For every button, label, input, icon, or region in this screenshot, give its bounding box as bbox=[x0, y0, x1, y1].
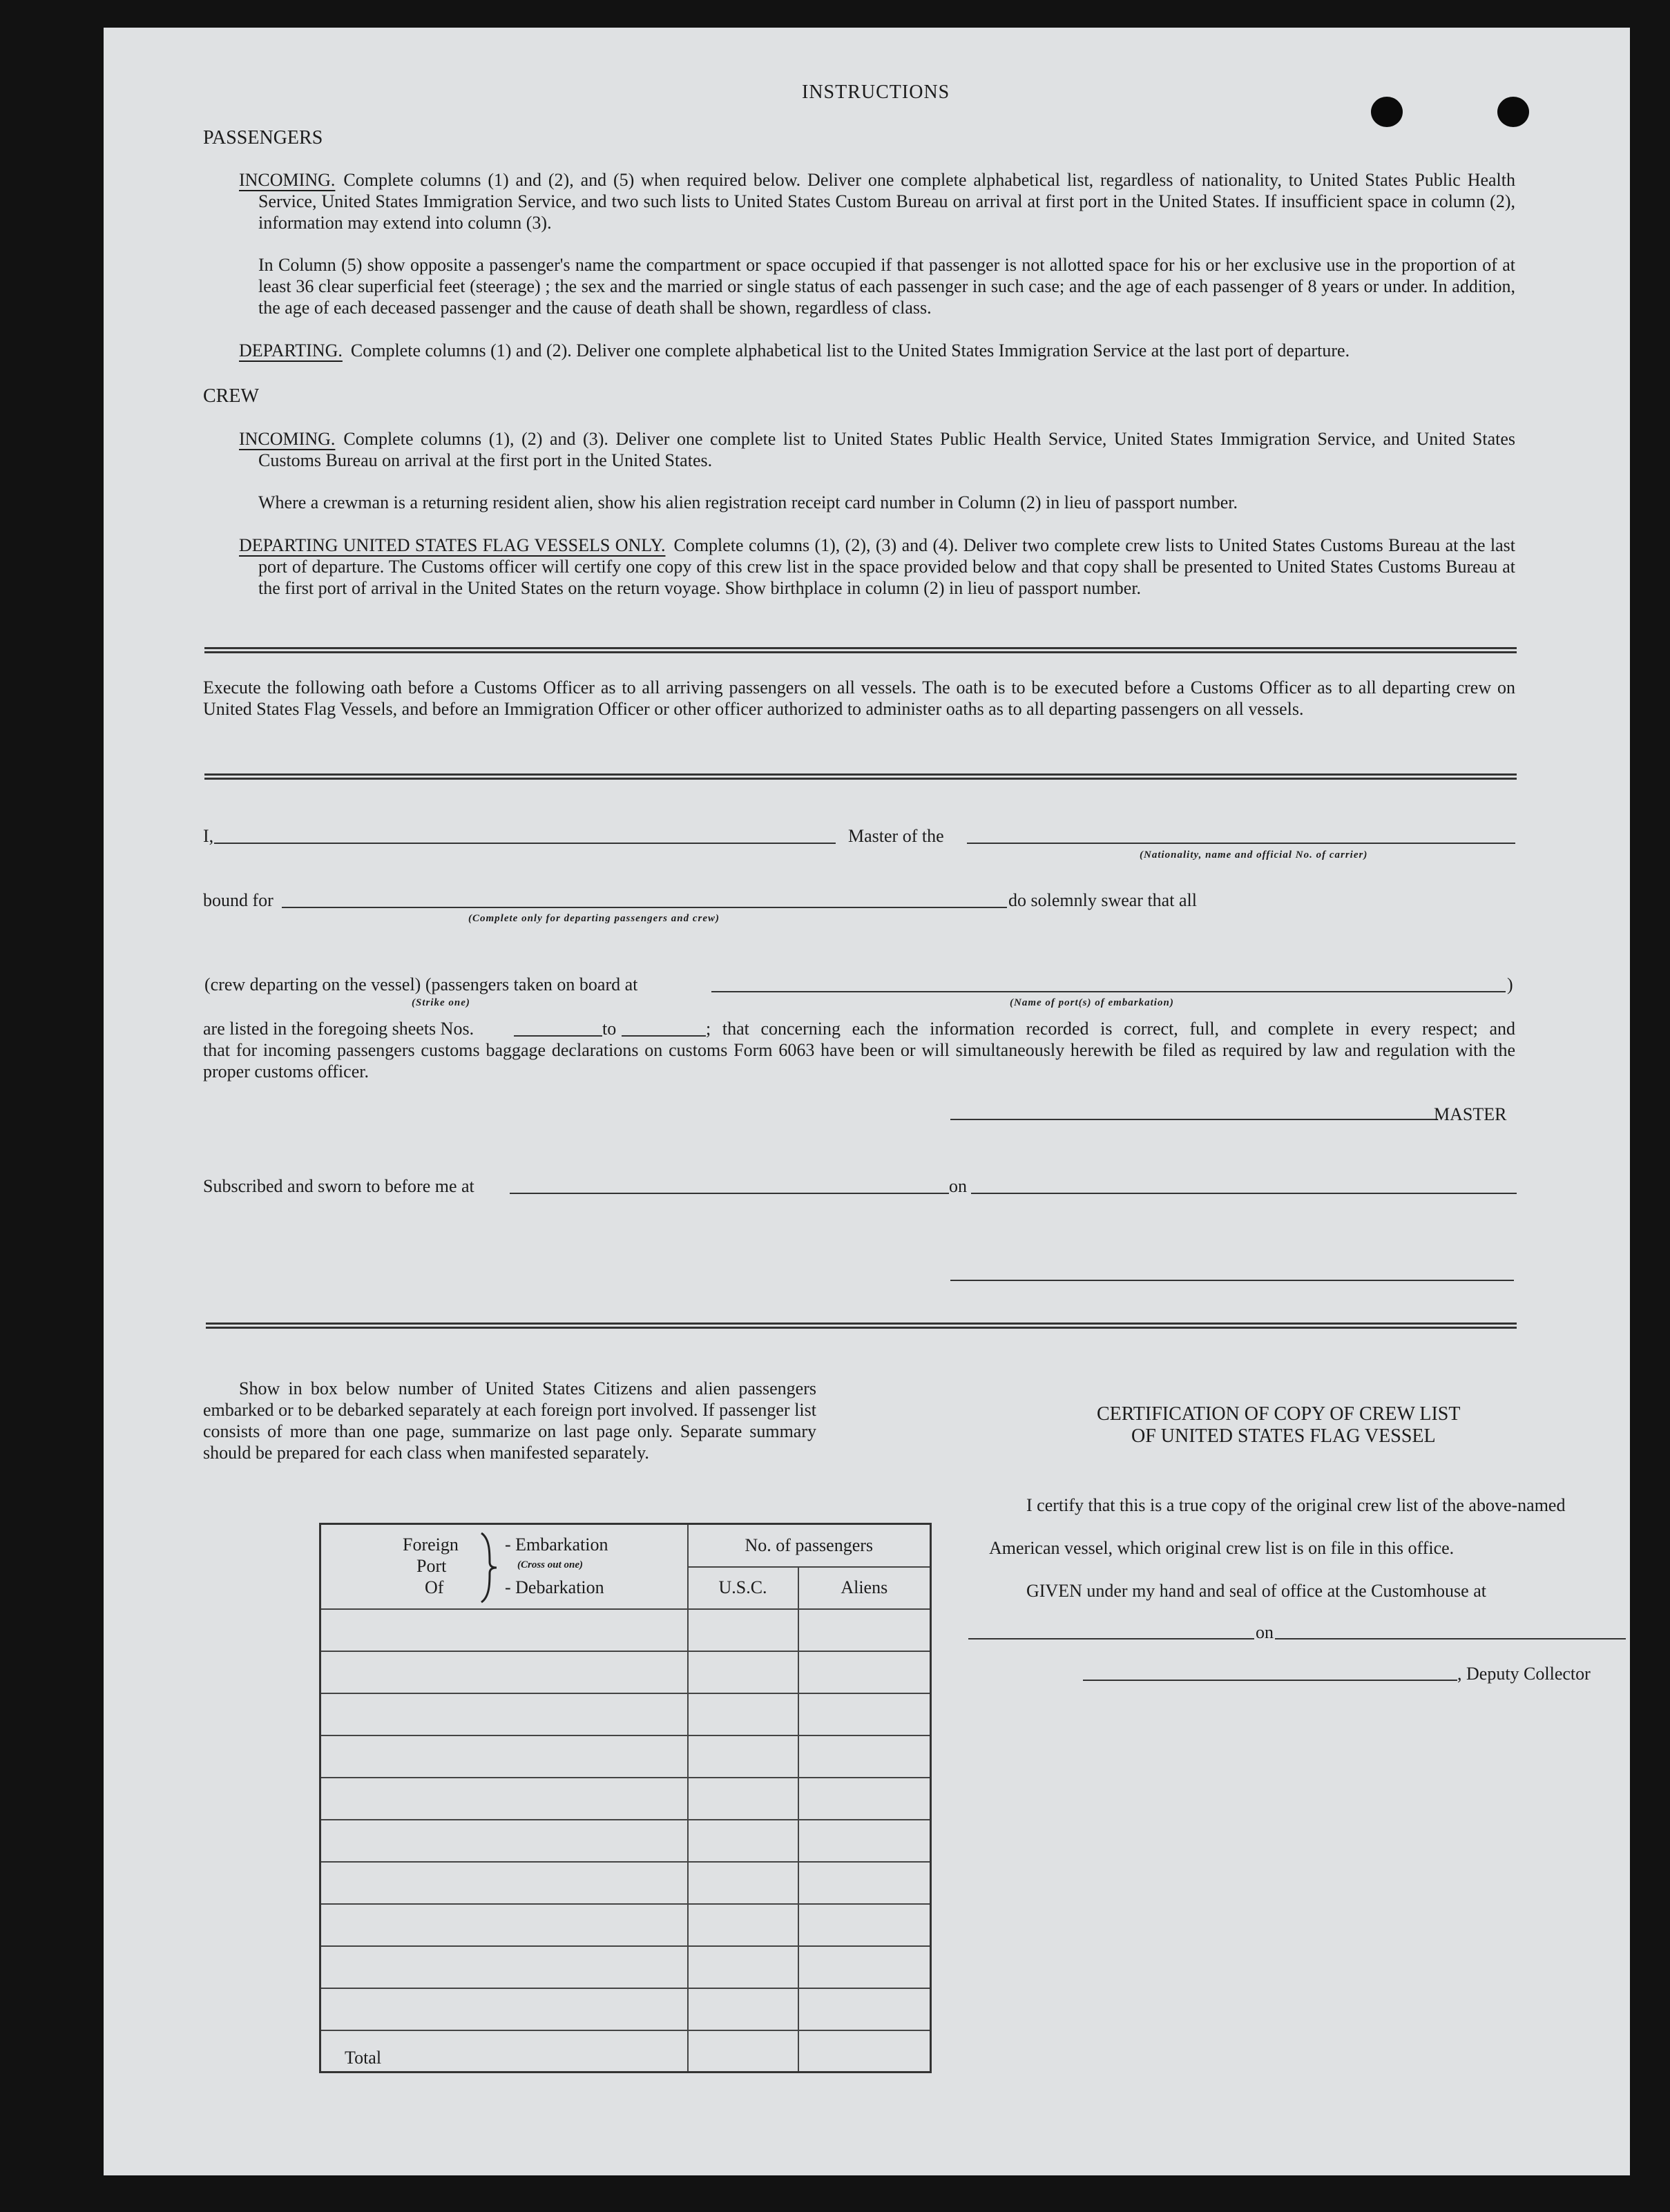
aliens-cell[interactable] bbox=[798, 1988, 931, 2030]
certification-on: on bbox=[1256, 1622, 1274, 1642]
usc-cell[interactable] bbox=[688, 1735, 798, 1778]
passengers-heading: PASSENGERS bbox=[203, 127, 323, 148]
foreign-port-header bbox=[320, 1524, 688, 1609]
crew-incoming-lead: INCOMING. bbox=[239, 429, 336, 449]
total-row bbox=[320, 2030, 931, 2072]
oath-listed-to: to bbox=[602, 1019, 617, 1039]
crew-departing-paragraph bbox=[239, 535, 1515, 599]
oath-listed-b: ; that concerning each the information recorded is correct, full, and complete in every respect; and bbox=[706, 1019, 1515, 1039]
certify-line-2: American vessel, which original crew list is on file in this office. bbox=[989, 1538, 1455, 1558]
aliens-cell[interactable] bbox=[798, 1693, 931, 1735]
port-cell[interactable] bbox=[320, 1609, 688, 1651]
table-row bbox=[320, 1988, 931, 2030]
master-signature-line bbox=[950, 1119, 1438, 1120]
table-row bbox=[320, 1651, 931, 1693]
port-cell[interactable] bbox=[320, 1651, 688, 1693]
usc-cell[interactable] bbox=[688, 1988, 798, 2030]
usc-cell[interactable] bbox=[688, 1609, 798, 1651]
port-cell[interactable] bbox=[320, 1735, 688, 1778]
usc-cell[interactable] bbox=[688, 1778, 798, 1820]
usc-cell[interactable] bbox=[688, 1693, 798, 1735]
passenger-summary-table bbox=[319, 1523, 932, 2073]
of-label: Of bbox=[425, 1577, 444, 1597]
table-row bbox=[320, 1904, 931, 1946]
sheet-to-line bbox=[622, 1035, 706, 1037]
certification-date-line bbox=[1275, 1638, 1626, 1639]
port-caption: (Name of port(s) of embarkation) bbox=[1010, 997, 1174, 1008]
table-row bbox=[320, 1609, 931, 1651]
table-row bbox=[320, 1735, 931, 1778]
customhouse-line bbox=[968, 1638, 1254, 1639]
usc-cell[interactable] bbox=[688, 1946, 798, 1988]
crew-incoming-text: Complete columns (1), (2) and (3). Deliver one complete list to United States Public Health Service, United States Immigration Service, and United States Customs Bureau on arrival at the first port in the United States. bbox=[258, 429, 1515, 470]
passengers-departing-paragraph bbox=[239, 340, 1515, 361]
crew-departing-text: Complete columns (1), (2), (3) and (4). Deliver two complete crew lists to United States Customs Bureau at the last port of departure. The Customs officer will certify one copy of this crew list in the space provided below and that copy shall be presented to United States Customs Bureau at the first port of arrival in the United States on the return voyage. Show birthplace in column (2) in lieu of passport number. bbox=[258, 535, 1516, 598]
punch-hole-left bbox=[1371, 97, 1403, 127]
debarkation-label: - Debarkation bbox=[505, 1577, 604, 1597]
strike-caption: (Strike one) bbox=[412, 997, 470, 1008]
carrier-caption: (Nationality, name and official No. of carrier) bbox=[1140, 849, 1368, 860]
table-row bbox=[320, 1820, 931, 1862]
oath-swear: do solemnly swear that all bbox=[1008, 890, 1197, 910]
divider-1 bbox=[204, 647, 1517, 653]
total-usc-cell[interactable] bbox=[688, 2030, 798, 2072]
oath-close-paren: ) bbox=[1507, 974, 1513, 994]
punch-hole-right bbox=[1497, 97, 1529, 127]
foreign-label: Foreign bbox=[403, 1535, 459, 1555]
certify-line-1: I certify that this is a true copy of the original crew list of the above-named bbox=[1026, 1495, 1566, 1515]
oath-master-of-the: Master of the bbox=[848, 826, 944, 846]
master-name-line bbox=[214, 843, 836, 844]
aliens-cell[interactable] bbox=[798, 1609, 931, 1651]
bound-caption: (Complete only for departing passengers and crew) bbox=[468, 913, 720, 924]
passengers-incoming-text: Complete columns (1) and (2), and (5) when required below. Deliver one complete alphabetical list, regardless of nationality, to United States Public Health Service, United States Immigration Service, and two such lists to United States Custom Bureau on arrival at first port in the United States. If insufficient space in column (2), information may extend into column (3). bbox=[258, 170, 1515, 233]
table-row bbox=[320, 1778, 931, 1820]
summary-instructions: Show in box below number of United States Citizens and alien passengers embarked or to be debarked separately at each foreign port involved. If passenger list consists of more than one page, summarize on last page only. Separate summary should be prepared for each class when manifested separately. bbox=[203, 1378, 816, 1463]
page-title: INSTRUCTIONS bbox=[802, 81, 950, 103]
oath-i-label: I, bbox=[203, 826, 214, 846]
table-row bbox=[320, 1862, 931, 1904]
aliens-cell[interactable] bbox=[798, 1862, 931, 1904]
passengers-incoming-lead: INCOMING. bbox=[239, 170, 336, 190]
passengers-departing-lead: DEPARTING. bbox=[239, 340, 343, 360]
passengers-column5-paragraph: In Column (5) show opposite a passenger's name the compartment or space occupied if that passenger is not allotted space for his or her exclusive use in the proportion of at least 36 clear superficial feet (steerage) ; the sex and the married or single status of each passenger in such case; and the age of each passenger of 8 years or under. In addition, the age of each deceased passenger and the cause of death shall be shown, regardless of class. bbox=[258, 255, 1515, 318]
port-cell[interactable] bbox=[320, 1988, 688, 2030]
table-row bbox=[320, 1693, 931, 1735]
subscribed-place-line bbox=[510, 1193, 949, 1194]
bound-for-line bbox=[282, 907, 1007, 908]
total-label: Total bbox=[320, 2030, 688, 2072]
crew-departing-lead: DEPARTING UNITED STATES FLAG VESSELS ONLY. bbox=[239, 535, 666, 555]
subscribed-date-line bbox=[971, 1193, 1517, 1194]
usc-cell[interactable] bbox=[688, 1820, 798, 1862]
deputy-collector-label: , Deputy Collector bbox=[1457, 1664, 1591, 1684]
aliens-cell[interactable] bbox=[798, 1904, 931, 1946]
crew-heading: CREW bbox=[203, 385, 259, 407]
oath-on: on bbox=[949, 1176, 967, 1196]
crew-incoming-paragraph bbox=[239, 428, 1515, 471]
divider-3 bbox=[206, 1323, 1517, 1329]
port-cell[interactable] bbox=[320, 1904, 688, 1946]
aliens-cell[interactable] bbox=[798, 1735, 931, 1778]
oath-listed-rest: that for incoming passengers customs baggage declarations on customs Form 6063 have been or will simultaneously herewith be filed as required by law and regulation with the proper customs officer. bbox=[203, 1040, 1515, 1081]
oath-listed-a: are listed in the foregoing sheets Nos. bbox=[203, 1019, 474, 1039]
no-of-passengers-header: No. of passengers bbox=[688, 1524, 931, 1567]
usc-cell[interactable] bbox=[688, 1651, 798, 1693]
oath-subscribed: Subscribed and sworn to before me at bbox=[203, 1176, 474, 1196]
port-cell[interactable] bbox=[320, 1862, 688, 1904]
usc-cell[interactable] bbox=[688, 1862, 798, 1904]
table-row bbox=[320, 1946, 931, 1988]
port-label: Port bbox=[416, 1556, 447, 1576]
aliens-cell[interactable] bbox=[798, 1651, 931, 1693]
passengers-departing-text: Complete columns (1) and (2). Deliver one complete alphabetical list to the United States Immigration Service at the last port of departure. bbox=[350, 340, 1350, 360]
certification-title-1: CERTIFICATION OF COPY OF CREW LIST bbox=[1097, 1403, 1461, 1425]
oath-crew-departing: (crew departing on the vessel) (passengers taken on board at bbox=[204, 974, 638, 994]
divider-2 bbox=[204, 773, 1517, 780]
officer-signature-line bbox=[950, 1280, 1514, 1281]
embarkation-port-line bbox=[711, 991, 1506, 992]
usc-cell[interactable] bbox=[688, 1904, 798, 1946]
aliens-header: Aliens bbox=[798, 1567, 931, 1609]
aliens-cell[interactable] bbox=[798, 1946, 931, 1988]
port-cell[interactable] bbox=[320, 1693, 688, 1735]
given-line: GIVEN under my hand and seal of office at the Customhouse at bbox=[1026, 1581, 1486, 1601]
oath-master-label: MASTER bbox=[1434, 1104, 1507, 1124]
total-aliens-cell[interactable] bbox=[798, 2030, 931, 2072]
carrier-line bbox=[967, 843, 1515, 844]
port-cell[interactable] bbox=[320, 1820, 688, 1862]
certification-title-2: OF UNITED STATES FLAG VESSEL bbox=[1131, 1425, 1436, 1447]
usc-header: U.S.C. bbox=[688, 1567, 798, 1609]
crew-resident-paragraph: Where a crewman is a returning resident alien, show his alien registration receipt card number in Column (2) in lieu of passport number. bbox=[258, 492, 1238, 512]
aliens-cell[interactable] bbox=[798, 1820, 931, 1862]
port-cell[interactable] bbox=[320, 1946, 688, 1988]
sheet-from-line bbox=[514, 1035, 602, 1037]
embarkation-label: - Embarkation bbox=[505, 1535, 608, 1555]
oath-intro-paragraph: Execute the following oath before a Customs Officer as to all arriving passengers on all vessels. The oath is to be executed before a Customs Officer as to all departing crew on United States Flag Vessels, and before an Immigration Officer or other officer authorized to administer oaths as to all departing passengers on all vessels. bbox=[203, 677, 1515, 719]
cross-out-caption: (Cross out one) bbox=[517, 1559, 584, 1570]
passengers-incoming-paragraph bbox=[239, 169, 1515, 233]
document-page bbox=[104, 28, 1630, 2175]
port-cell[interactable] bbox=[320, 1778, 688, 1820]
deputy-signature-line bbox=[1083, 1680, 1457, 1681]
aliens-cell[interactable] bbox=[798, 1778, 931, 1820]
brace-icon bbox=[479, 1532, 498, 1604]
oath-bound-for: bound for bbox=[203, 890, 273, 910]
